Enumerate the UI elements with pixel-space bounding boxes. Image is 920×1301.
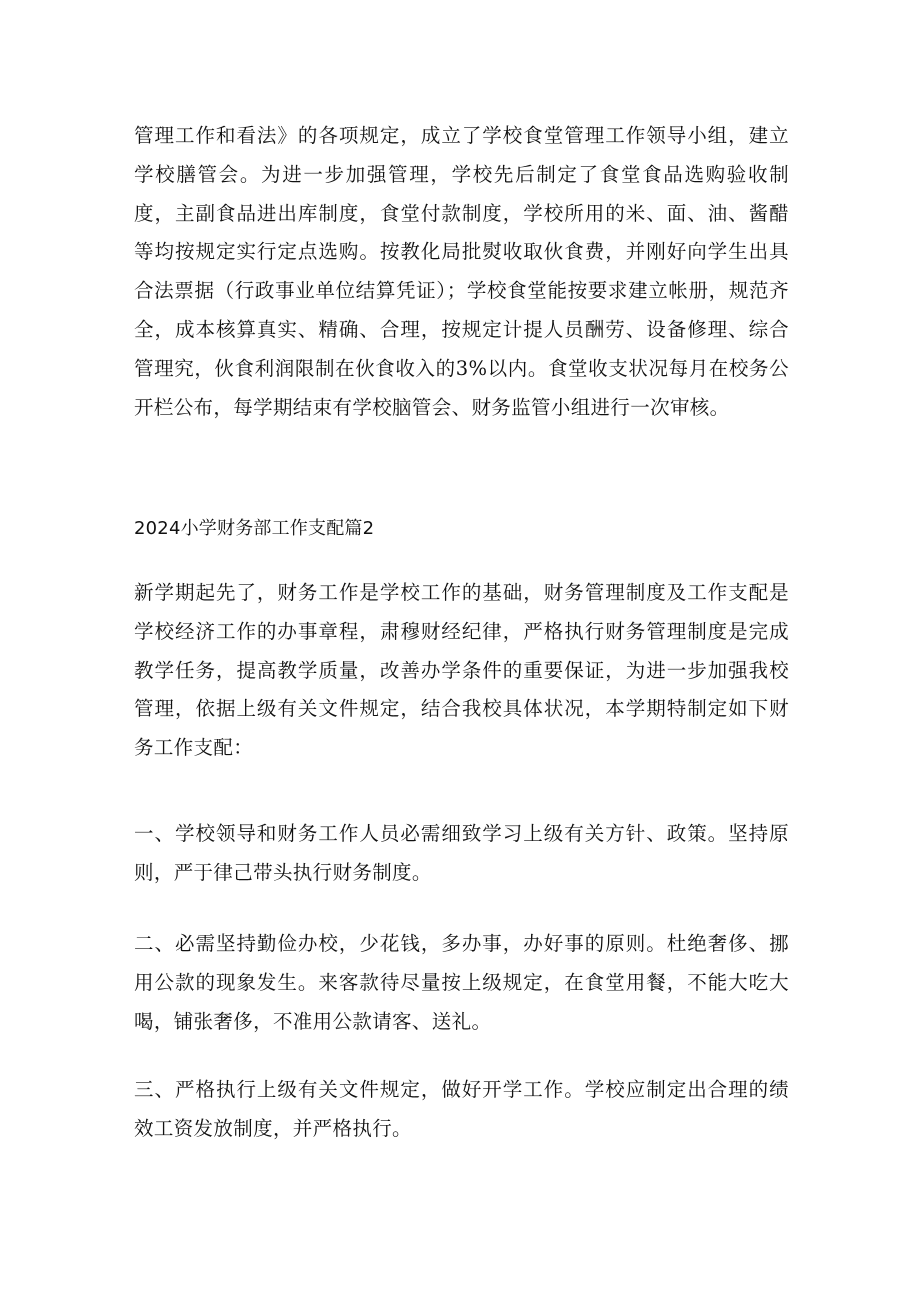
paragraph-item-1: 一、学校领导和财务工作人员必需细致学习上级有关方针、政策。坚持原则，严于律己带头执行财务制度。 bbox=[134, 822, 789, 884]
paragraph-item-2: 二、必需坚持勤俭办校，少花钱，多办事，办好事的原则。杜绝奢侈、挪用公款的现象发生。来客款待尽量按上级规定，在食堂用餐，不能大吃大喝，铺张奢侈，不准用公款请客、送礼。 bbox=[134, 932, 789, 1033]
paragraph-intro: 新学期起先了，财务工作是学校工作的基础，财务管理制度及工作支配是学校经济工作的办事章程，肃穆财经纪律，严格执行财务管理制度是完成教学任务，提高教学质量，改善办学条件的重要保证，为进一步加强我校管理，依据上级有关文件规定，结合我校具体状况，本学期特制定如下财务工作支配： bbox=[134, 581, 789, 760]
paragraph-item-3: 三、严格执行上级有关文件规定，做好开学工作。学校应制定出合理的绩效工资发放制度，并严格执行。 bbox=[134, 1078, 789, 1140]
paragraph-canteen-management: 管理工作和看法》的各项规定，成立了学校食堂管理工作领导小组，建立学校膳管会。为进一步加强管理，学校先后制定了食堂食品选购验收制度，主副食品进出库制度，食堂付款制度，学校所用的米、面、油、酱醋等均按规定实行定点选购。按教化局批熨收取伙食费，并刚好向学生出具合法票据（行政事业单位结算凭证）；学校食堂能按要求建立帐册，规范齐全，成本核算真实、精确、合理，按规定计提人员酬劳、设备修理、综合管理究，伙食利润限制在伙食收入的3%以内。食堂收支状况每月在校务公开栏公布，每学期结束有学校脑管会、财务监管小组进行一次审核。 bbox=[134, 124, 789, 419]
section-heading: 2024小学财务部工作支配篇2 bbox=[134, 518, 375, 539]
